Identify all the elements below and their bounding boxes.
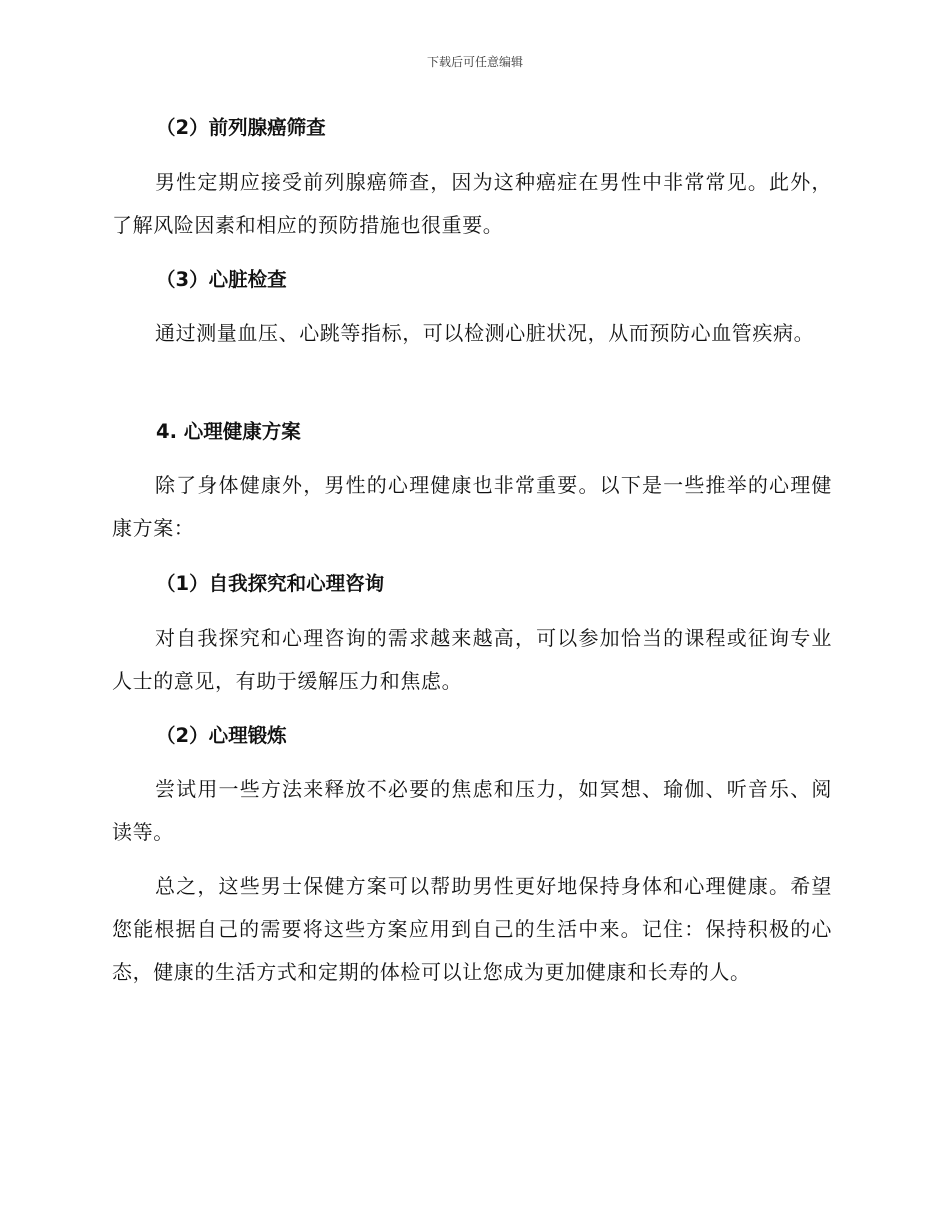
paragraph-mental-exercise: 尝试用一些方法来释放不必要的焦虑和压力，如冥想、瑜伽、听音乐、阅读等。	[112, 777, 832, 844]
section-heading-mental-exercise: （2）心理锻炼	[156, 724, 287, 747]
paragraph-mental-health: 除了身体健康外，男性的心理健康也非常重要。以下是一些推举的心理健康方案：	[112, 473, 832, 540]
paragraph-counseling: 对自我探究和心理咨询的需求越来越高，可以参加恰当的课程或征询专业人士的意见，有助于缓解压力和焦虑。	[112, 626, 832, 693]
page-header: 下载后可任意编辑	[426, 55, 523, 69]
section-heading-counseling: （1）自我探究和心理咨询	[156, 572, 385, 595]
section-heading-prostate-screening: （2）前列腺癌筛查	[156, 116, 326, 139]
paragraph-heart-check: 通过测量血压、心跳等指标，可以检测心脏状况，从而预防心血管疾病。	[155, 321, 815, 345]
paragraph-prostate-screening: 男性定期应接受前列腺癌筛查，因为这种癌症在男性中非常常见。此外，了解风险因素和相应的预防措施也很重要。	[112, 170, 832, 237]
paragraph-summary: 总之，这些男士保健方案可以帮助男性更好地保持身体和心理健康。希望您能根据自己的需要将这些方案应用到自己的生活中来。记住：保持积极的心态，健康的生活方式和定期的体检可以让您成为更加健康和长寿的人。	[112, 874, 832, 984]
section-heading-mental-health: 4. 心理健康方案	[156, 420, 301, 443]
section-heading-heart-check: （3）心脏检查	[156, 268, 287, 291]
